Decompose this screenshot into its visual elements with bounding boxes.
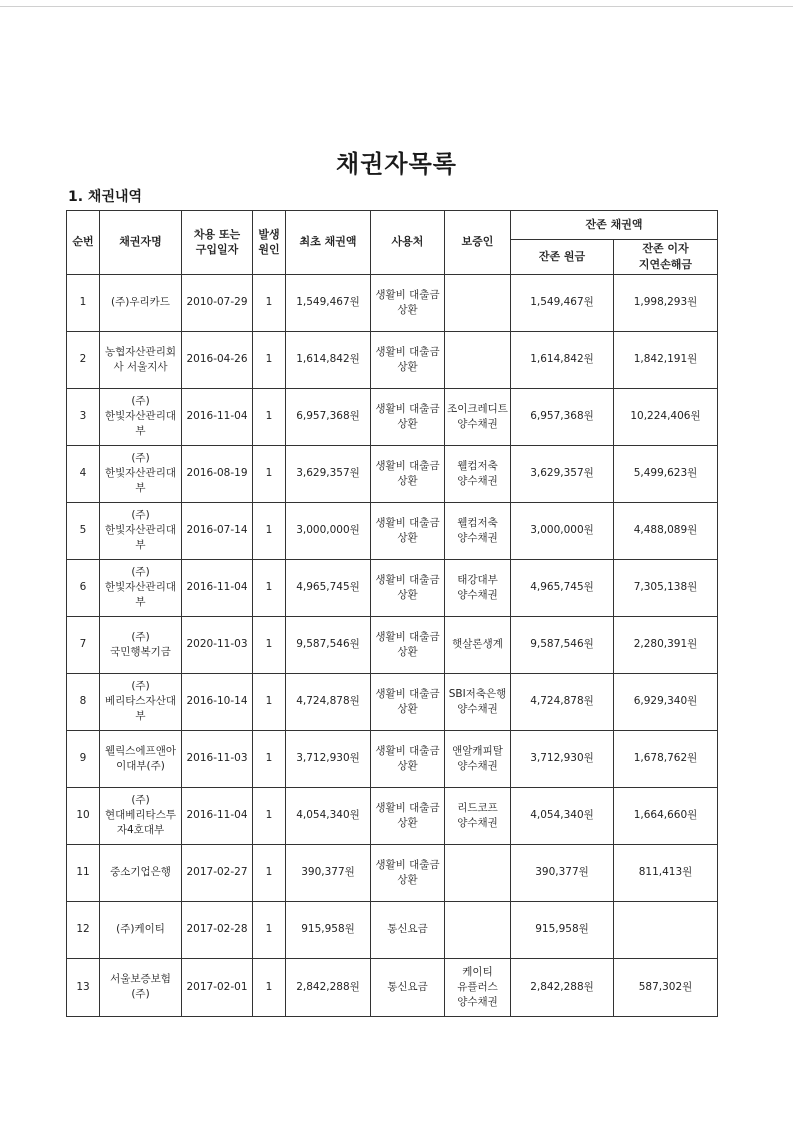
table-row: [67, 730, 718, 787]
cell-cause: 1: [253, 844, 286, 901]
cell-no: 8: [67, 673, 100, 730]
table-row: [67, 958, 718, 1016]
cell-usage: 통신요금: [371, 901, 445, 958]
table-header: [67, 211, 718, 275]
table-row: [67, 673, 718, 730]
table-row: [67, 502, 718, 559]
cell-remaining-interest: 6,929,340원: [614, 673, 718, 730]
cell-no: 7: [67, 616, 100, 673]
cell-creditor: (주)한빛자산관리대부: [100, 445, 182, 502]
header-remaining-group: 잔존 채권액: [511, 211, 718, 240]
cell-usage: 생활비 대출금 상환: [371, 844, 445, 901]
cell-usage: 생활비 대출금 상환: [371, 559, 445, 616]
cell-creditor: 중소기업은행: [100, 844, 182, 901]
cell-guarantor: 햇살론생계: [445, 616, 511, 673]
table-row: [67, 388, 718, 445]
cell-date: 2016-11-03: [182, 730, 253, 787]
cell-creditor: (주)한빛자산관리대부: [100, 502, 182, 559]
cell-initial-amount: 3,712,930원: [286, 730, 371, 787]
cell-initial-amount: 9,587,546원: [286, 616, 371, 673]
cell-remaining-interest: 1,678,762원: [614, 730, 718, 787]
cell-usage: 생활비 대출금 상환: [371, 331, 445, 388]
section-title: 1. 채권내역: [68, 189, 143, 205]
cell-creditor: (주)현대베리타스투자4호대부: [100, 787, 182, 844]
cell-remaining-principal: 390,377원: [511, 844, 614, 901]
cell-creditor: (주)한빛자산관리대부: [100, 559, 182, 616]
cell-usage: 생활비 대출금 상환: [371, 787, 445, 844]
cell-usage: 생활비 대출금 상환: [371, 445, 445, 502]
cell-usage: 생활비 대출금 상환: [371, 502, 445, 559]
cell-remaining-principal: 915,958원: [511, 901, 614, 958]
cell-date: 2016-08-19: [182, 445, 253, 502]
cell-cause: 1: [253, 559, 286, 616]
cell-cause: 1: [253, 901, 286, 958]
cell-remaining-principal: 9,587,546원: [511, 616, 614, 673]
cell-date: 2020-11-03: [182, 616, 253, 673]
cell-guarantor: [445, 331, 511, 388]
cell-guarantor: 리드코프 양수채권: [445, 787, 511, 844]
header-date: 차용 또는 구입일자: [182, 211, 253, 275]
cell-cause: 1: [253, 331, 286, 388]
cell-cause: 1: [253, 388, 286, 445]
cell-guarantor: 웰컴저축 양수채권: [445, 445, 511, 502]
cell-initial-amount: 3,000,000원: [286, 502, 371, 559]
cell-remaining-interest: 1,998,293원: [614, 274, 718, 331]
page-top-border: [0, 6, 793, 7]
cell-remaining-principal: 3,712,930원: [511, 730, 614, 787]
cell-creditor: 웰릭스에프앤아이대부(주): [100, 730, 182, 787]
cell-date: 2010-07-29: [182, 274, 253, 331]
cell-usage: 생활비 대출금 상환: [371, 673, 445, 730]
cell-remaining-principal: 3,629,357원: [511, 445, 614, 502]
cell-cause: 1: [253, 445, 286, 502]
header-no: 순번: [67, 211, 100, 275]
cell-remaining-principal: 2,842,288원: [511, 958, 614, 1016]
table-body: [67, 274, 718, 1016]
cell-date: 2016-11-04: [182, 787, 253, 844]
cell-no: 5: [67, 502, 100, 559]
cell-usage: 생활비 대출금 상환: [371, 274, 445, 331]
cell-no: 13: [67, 958, 100, 1016]
cell-creditor: (주)한빛자산관리대부: [100, 388, 182, 445]
cell-no: 4: [67, 445, 100, 502]
cell-guarantor: 조이크레디트 양수채권: [445, 388, 511, 445]
cell-initial-amount: 1,549,467원: [286, 274, 371, 331]
cell-initial-amount: 2,842,288원: [286, 958, 371, 1016]
cell-creditor: (주)케이티: [100, 901, 182, 958]
cell-remaining-principal: 4,724,878원: [511, 673, 614, 730]
cell-remaining-principal: 4,965,745원: [511, 559, 614, 616]
cell-remaining-interest: 1,842,191원: [614, 331, 718, 388]
header-remaining-principal: 잔존 원금: [511, 240, 614, 275]
cell-initial-amount: 390,377원: [286, 844, 371, 901]
cell-remaining-principal: 3,000,000원: [511, 502, 614, 559]
cell-no: 6: [67, 559, 100, 616]
cell-initial-amount: 4,054,340원: [286, 787, 371, 844]
table-row: [67, 274, 718, 331]
header-creditor: 채권자명: [100, 211, 182, 275]
cell-remaining-interest: 587,302원: [614, 958, 718, 1016]
cell-guarantor: 웰컴저축 양수채권: [445, 502, 511, 559]
cell-creditor: (주)우리카드: [100, 274, 182, 331]
cell-remaining-principal: 4,054,340원: [511, 787, 614, 844]
cell-guarantor: 케이티 유플러스 양수채권: [445, 958, 511, 1016]
cell-no: 2: [67, 331, 100, 388]
cell-usage: 생활비 대출금 상환: [371, 388, 445, 445]
cell-no: 9: [67, 730, 100, 787]
cell-date: 2017-02-28: [182, 901, 253, 958]
cell-cause: 1: [253, 787, 286, 844]
cell-initial-amount: 6,957,368원: [286, 388, 371, 445]
cell-remaining-principal: 1,614,842원: [511, 331, 614, 388]
cell-initial-amount: 915,958원: [286, 901, 371, 958]
cell-creditor: (주)국민행복기금: [100, 616, 182, 673]
cell-creditor: 서울보증보험(주): [100, 958, 182, 1016]
cell-remaining-interest: 1,664,660원: [614, 787, 718, 844]
cell-remaining-principal: 1,549,467원: [511, 274, 614, 331]
cell-guarantor: [445, 844, 511, 901]
header-initial-amount: 최초 채권액: [286, 211, 371, 275]
cell-remaining-interest: 811,413원: [614, 844, 718, 901]
cell-cause: 1: [253, 730, 286, 787]
header-cause: 발생 원인: [253, 211, 286, 275]
page-title: 채권자목록: [336, 150, 457, 178]
table-row: [67, 331, 718, 388]
cell-date: 2017-02-27: [182, 844, 253, 901]
table-row: [67, 787, 718, 844]
header-remaining-interest: 잔존 이자 지연손해금: [614, 240, 718, 275]
cell-date: 2016-07-14: [182, 502, 253, 559]
cell-remaining-interest: 5,499,623원: [614, 445, 718, 502]
cell-cause: 1: [253, 673, 286, 730]
cell-guarantor: [445, 901, 511, 958]
cell-no: 1: [67, 274, 100, 331]
cell-creditor: (주)베리타스자산대부: [100, 673, 182, 730]
cell-no: 11: [67, 844, 100, 901]
cell-date: 2016-04-26: [182, 331, 253, 388]
cell-cause: 1: [253, 502, 286, 559]
cell-remaining-interest: 10,224,406원: [614, 388, 718, 445]
cell-usage: 생활비 대출금 상환: [371, 730, 445, 787]
table-row: [67, 559, 718, 616]
cell-guarantor: SBI저축은행 양수채권: [445, 673, 511, 730]
cell-initial-amount: 3,629,357원: [286, 445, 371, 502]
table-row: [67, 445, 718, 502]
cell-remaining-interest: 7,305,138원: [614, 559, 718, 616]
table-row: [67, 616, 718, 673]
cell-guarantor: 태강대부 양수채권: [445, 559, 511, 616]
creditor-table: [66, 210, 718, 1017]
table-row: [67, 844, 718, 901]
cell-date: 2017-02-01: [182, 958, 253, 1016]
cell-date: 2016-11-04: [182, 559, 253, 616]
cell-remaining-interest: [614, 901, 718, 958]
cell-remaining-interest: 4,488,089원: [614, 502, 718, 559]
header-guarantor: 보증인: [445, 211, 511, 275]
cell-date: 2016-10-14: [182, 673, 253, 730]
header-usage: 사용처: [371, 211, 445, 275]
cell-usage: 통신요금: [371, 958, 445, 1016]
cell-date: 2016-11-04: [182, 388, 253, 445]
cell-no: 3: [67, 388, 100, 445]
cell-cause: 1: [253, 616, 286, 673]
cell-cause: 1: [253, 274, 286, 331]
cell-cause: 1: [253, 958, 286, 1016]
cell-usage: 생활비 대출금 상환: [371, 616, 445, 673]
cell-guarantor: [445, 274, 511, 331]
cell-no: 12: [67, 901, 100, 958]
cell-remaining-principal: 6,957,368원: [511, 388, 614, 445]
cell-creditor: 농협자산관리회사 서울지사: [100, 331, 182, 388]
cell-remaining-interest: 2,280,391원: [614, 616, 718, 673]
cell-initial-amount: 1,614,842원: [286, 331, 371, 388]
cell-no: 10: [67, 787, 100, 844]
cell-initial-amount: 4,965,745원: [286, 559, 371, 616]
table-row: [67, 901, 718, 958]
cell-initial-amount: 4,724,878원: [286, 673, 371, 730]
cell-guarantor: 앤알캐피탈 양수채권: [445, 730, 511, 787]
